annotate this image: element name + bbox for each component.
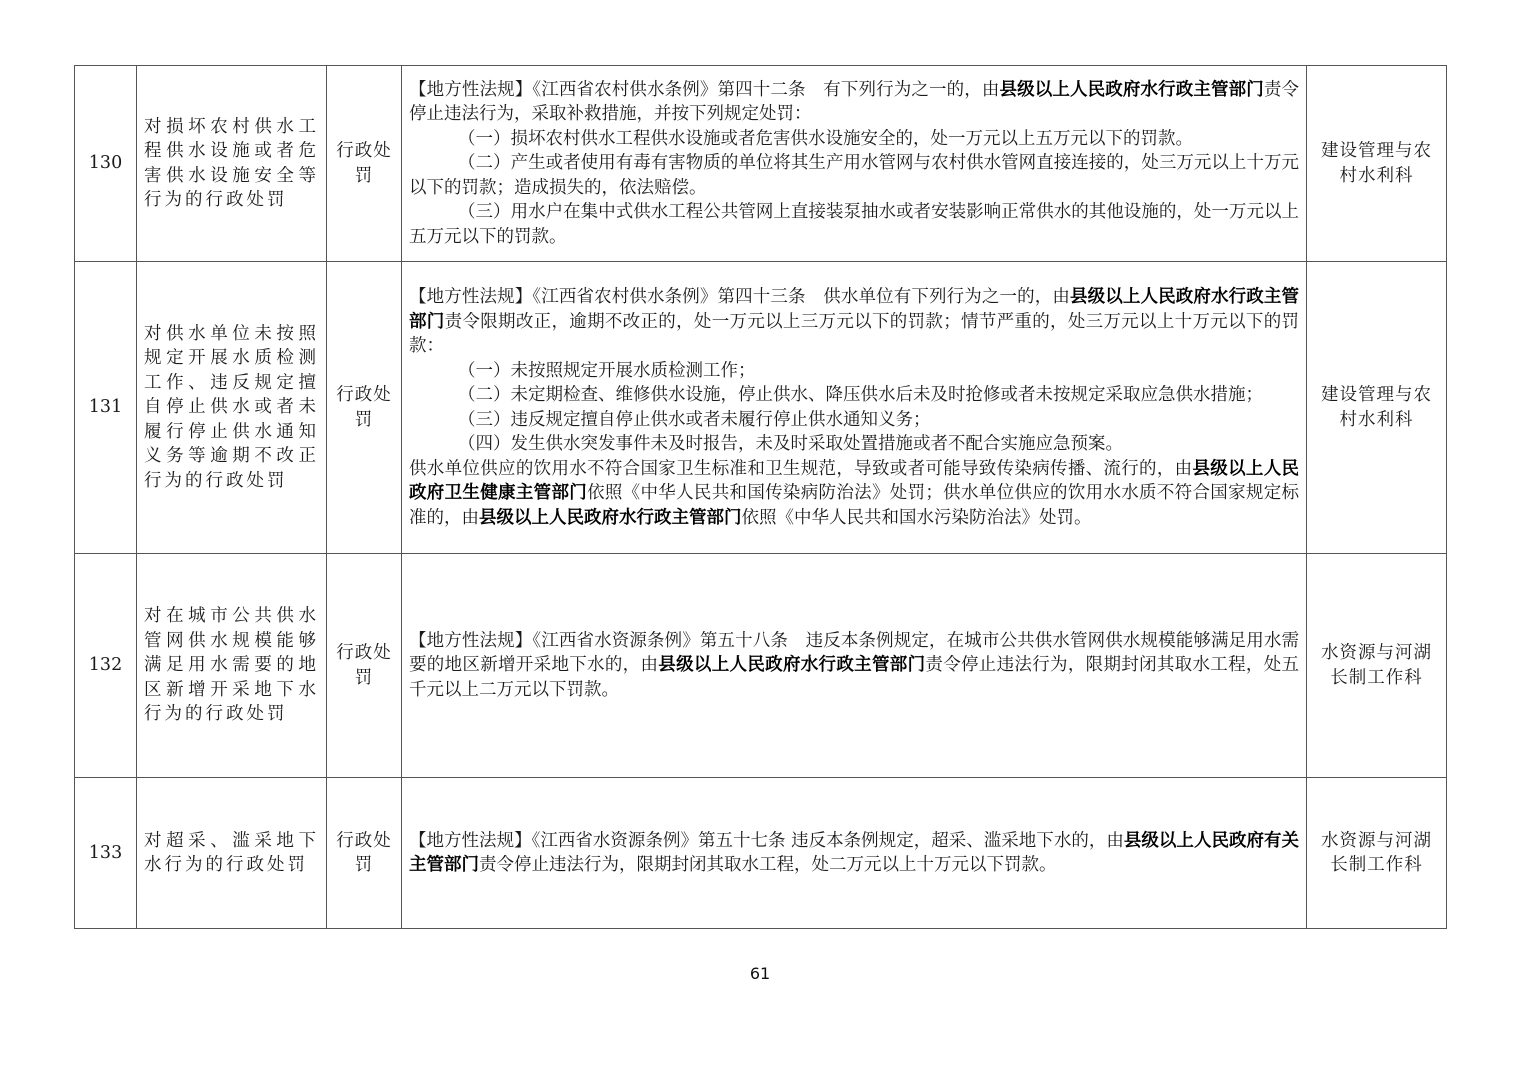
page-number: 61 [749, 964, 771, 983]
legal-basis [402, 778, 1307, 929]
authority-bold: 县级以上人民政府卫生健康主管部门 [409, 458, 1299, 503]
item-type: 行政处罚 [327, 778, 402, 929]
item-name: 对在城市公共供水管网供水规模能够满足用水需要的地区新增开采地下水行为的行政处罚 [137, 554, 327, 778]
basis-paragraph: （四）发生供水突发事件未及时报告，未及时采取处置措施或者不配合实施应急预案。 [458, 434, 1123, 454]
responsible-department: 建设管理与农村水利科 [1307, 262, 1447, 554]
item-number: 133 [75, 778, 137, 929]
table-row [75, 262, 1447, 554]
item-type: 行政处罚 [327, 262, 402, 554]
item-number: 132 [75, 554, 137, 778]
legal-basis [402, 66, 1307, 262]
basis-paragraph: 【地方性法规】《江西省水资源条例》第五十七条 违反本条例规定，超采、滥采地下水的，由县级以上人民政府有关主管部门责令停止违法行为，限期封闭其取水工程，处二万元以上十万元以下罚款。 [409, 830, 1300, 875]
item-name: 对损坏农村供水工程供水设施或者危害供水设施安全等行为的行政处罚 [137, 66, 327, 262]
authority-bold: 县级以上人民政府水行政主管部门 [409, 287, 1299, 332]
basis-paragraph: （一）未按照规定开展水质检测工作； [458, 360, 756, 381]
responsible-department: 水资源与河湖长制工作科 [1307, 554, 1447, 778]
item-name: 对供水单位未按照规定开展水质检测工作、违反规定擅自停止供水或者未履行停止供水通知义务等逾期不改正行为的行政处罚 [137, 262, 327, 554]
responsible-department: 水资源与河湖长制工作科 [1307, 778, 1447, 929]
basis-paragraph: 供水单位供应的饮用水不符合国家卫生标准和卫生规范，导致或者可能导致传染病传播、流行的，由县级以上人民政府卫生健康主管部门依照《中华人民共和国传染病防治法》处罚；供水单位供应的饮用水水质不符合国家规定标准的，由县级以上人民政府水行政主管部门依照《中华人民共和国水污染防治法》处罚。 [409, 458, 1299, 528]
table-row [75, 66, 1447, 262]
basis-paragraph: 【地方性法规】《江西省农村供水条例》第四十二条 有下列行为之一的，由县级以上人民政府水行政主管部门责令停止违法行为，采取补救措施，并按下列规定处罚： [409, 79, 1299, 125]
basis-paragraph: （二）产生或者使用有毒有害物质的单位将其生产用水管网与农村供水管网直接连接的，处三万元以上十万元以下的罚款；造成损失的，依法赔偿。 [409, 153, 1299, 198]
item-number: 131 [75, 262, 137, 554]
basis-paragraph: 【地方性法规】《江西省水资源条例》第五十八条 违反本条例规定，在城市公共供水管网供水规模能够满足用水需要的地区新增开采地下水的，由县级以上人民政府水行政主管部门责令停止违法行为，限期封闭其取水工程，处五千元以上二万元以下罚款。 [409, 630, 1300, 700]
table-row [75, 554, 1447, 778]
regulation-table [74, 65, 1447, 929]
legal-basis [402, 554, 1307, 778]
basis-paragraph: 【地方性法规】《江西省农村供水条例》第四十三条 供水单位有下列行为之一的，由县级以上人民政府水行政主管部门责令限期改正，逾期不改正的，处一万元以上三万元以下的罚款；情节严重的，处三万元以上十万元以下的罚款： [409, 287, 1300, 356]
basis-paragraph: （三）用水户在集中式供水工程公共管网上直接装泵抽水或者安装影响正常供水的其他设施的，处一万元以上五万元以下的罚款。 [409, 202, 1299, 247]
item-type: 行政处罚 [327, 66, 402, 262]
authority-bold: 县级以上人民政府水行政主管部门 [999, 79, 1264, 100]
basis-paragraph: （一）损坏农村供水工程供水设施或者危害供水设施安全的，处一万元以上五万元以下的罚款。 [458, 128, 1193, 149]
item-name: 对超采、滥采地下水行为的行政处罚 [137, 778, 327, 929]
authority-bold: 县级以上人民政府水行政主管部门 [658, 655, 926, 676]
table-row [75, 778, 1447, 929]
legal-basis [402, 262, 1307, 554]
basis-paragraph: （二）未定期检查、维修供水设施，停止供水、降压供水后未及时抢修或者未按规定采取应急供水措施； [458, 385, 1263, 405]
item-number: 130 [75, 66, 137, 262]
item-type: 行政处罚 [327, 554, 402, 778]
authority-bold: 县级以上人民政府有关主管部门 [409, 830, 1300, 875]
authority-bold: 县级以上人民政府水行政主管部门 [479, 507, 742, 528]
responsible-department: 建设管理与农村水利科 [1307, 66, 1447, 262]
basis-paragraph: （三）违反规定擅自停止供水或者未履行停止供水通知义务； [458, 409, 931, 430]
